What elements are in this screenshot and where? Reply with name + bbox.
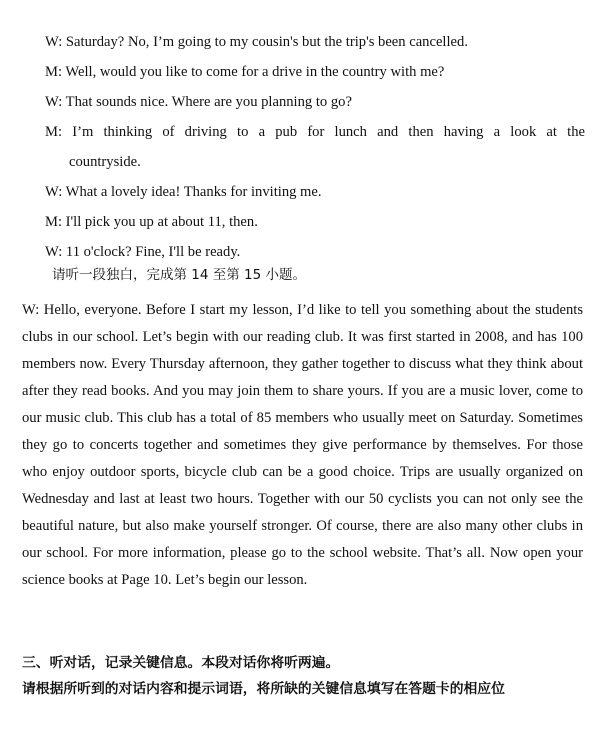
listening-instruction: 请听一段独白，完成第 14 至第 15 小题。: [52, 267, 307, 283]
section-heading: 三、听对话，记录关键信息。本段对话你将听两遍。: [22, 655, 340, 671]
dialogue-line-first: M: I’m thinking of driving to a pub for lunch and then having a look at the: [45, 124, 585, 140]
monologue-transcript: W: Hello, everyone. Before I start my lesson, I’d like to tell you something about the students clubs in our school. Let’s begin with our reading club. It was first started in 2008, and has 100 members now. Every Thursday afternoon, they gather together to discuss what they think about after they read books. And you may join them to share yours. If you are a music lover, come to our music club. This club has a total of 85 members who usually meet on Saturday. Sometimes they go to concerts together and sometimes they give performance by themselves. For those who enjoy outdoor sports, bicycle club can be a good choice. Trips are usually organized on Wednesday and last at least two hours. Together with our 50 cyclists you can not only see the beautiful nature, but also make yourself stronger. Of course, there are also many other clubs in our school. For more information, please go to the school website. That’s all. Now open your science books at Page 10. Let’s begin our lesson.: [22, 302, 583, 588]
dialogue-line: W: 11 o'clock? Fine, I'll be ready.: [45, 244, 241, 260]
dialogue-line-wrapped: [45, 117, 585, 177]
dialogue-line: M: I'll pick you up at about 11, then.: [45, 214, 258, 230]
dialogue-line: M: Well, would you like to come for a drive in the country with me?: [45, 64, 445, 80]
dialogue-line: W: What a lovely idea! Thanks for inviting me.: [45, 184, 322, 200]
section-subheading: 请根据所听到的对话内容和提示词语，将所缺的关键信息填写在答题卡的相应位: [22, 681, 505, 697]
dialogue-line: W: That sounds nice. Where are you planning to go?: [45, 94, 352, 110]
dialogue-line: W: Saturday? No, I’m going to my cousin's but the trip's been cancelled.: [45, 34, 468, 50]
dialogue-line-continued: countryside.: [69, 154, 141, 170]
dialogue-transcript: [45, 27, 585, 267]
